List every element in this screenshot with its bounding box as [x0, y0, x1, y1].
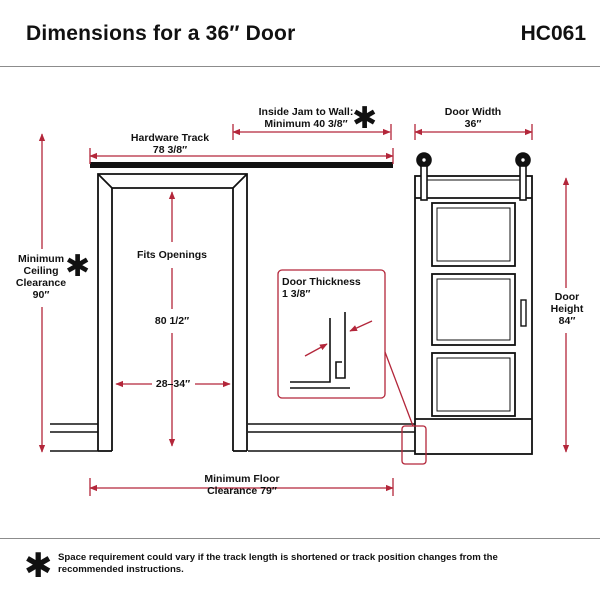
hardware-track-label — [110, 132, 230, 156]
asterisk-inside-jam: ✱ — [352, 102, 378, 135]
door-thickness-line1: Door Thickness — [282, 276, 361, 288]
door-width-label — [428, 106, 518, 130]
door-thickness-detail — [290, 312, 350, 388]
ceiling-clearance-line2: Ceiling — [23, 265, 59, 277]
opening-width-label: 28–34″ — [155, 378, 191, 390]
door-width-label-line2: 36″ — [464, 118, 482, 130]
door-height-line2: Height — [550, 303, 584, 315]
ceiling-clearance-line4: 90″ — [32, 289, 50, 301]
ceiling-clearance-line1: Minimum — [17, 253, 65, 265]
hardware-track — [90, 162, 393, 168]
page-title: Dimensions for a 36″ Door — [26, 22, 296, 45]
door-thickness-line2: 1 3/8″ — [282, 288, 311, 300]
hardware-track-label-line2: 78 3/8″ — [152, 144, 188, 156]
baseboard-right — [248, 424, 415, 451]
door-height-line3: 84″ — [558, 315, 576, 327]
opening-height-label: 80 1/2″ — [154, 315, 190, 327]
baseboard-left — [50, 424, 98, 451]
inside-jam-label-line1: Inside Jam to Wall: — [258, 106, 354, 118]
fits-openings-label: Fits Openings — [136, 249, 207, 261]
floor-clearance-line1: Minimum Floor — [204, 473, 280, 485]
product-code: HC061 — [520, 22, 586, 45]
footer-divider — [0, 538, 600, 539]
floor-clearance-line2: Clearance 79″ — [207, 485, 277, 497]
door-thickness-label — [282, 276, 368, 300]
ceiling-clearance-line3: Clearance — [15, 277, 67, 289]
door-height-line1: Door — [554, 291, 580, 303]
asterisk-ceiling: ✱ — [65, 250, 91, 283]
inside-jam-label-line2: Minimum 40 3/8″ — [264, 118, 348, 130]
floor-clearance-label — [182, 473, 302, 497]
hardware-track-label-line1: Hardware Track — [130, 132, 210, 144]
door-height-label — [546, 291, 588, 327]
footnote-asterisk: ✱ — [24, 547, 53, 585]
footnote-text: Space requirement could vary if the track length is shortened or track position changes from the recommended instructions. — [58, 552, 498, 575]
barn-door — [415, 176, 532, 454]
door-width-label-line1: Door Width — [444, 106, 502, 118]
door-top-rail-highlight — [427, 180, 520, 198]
